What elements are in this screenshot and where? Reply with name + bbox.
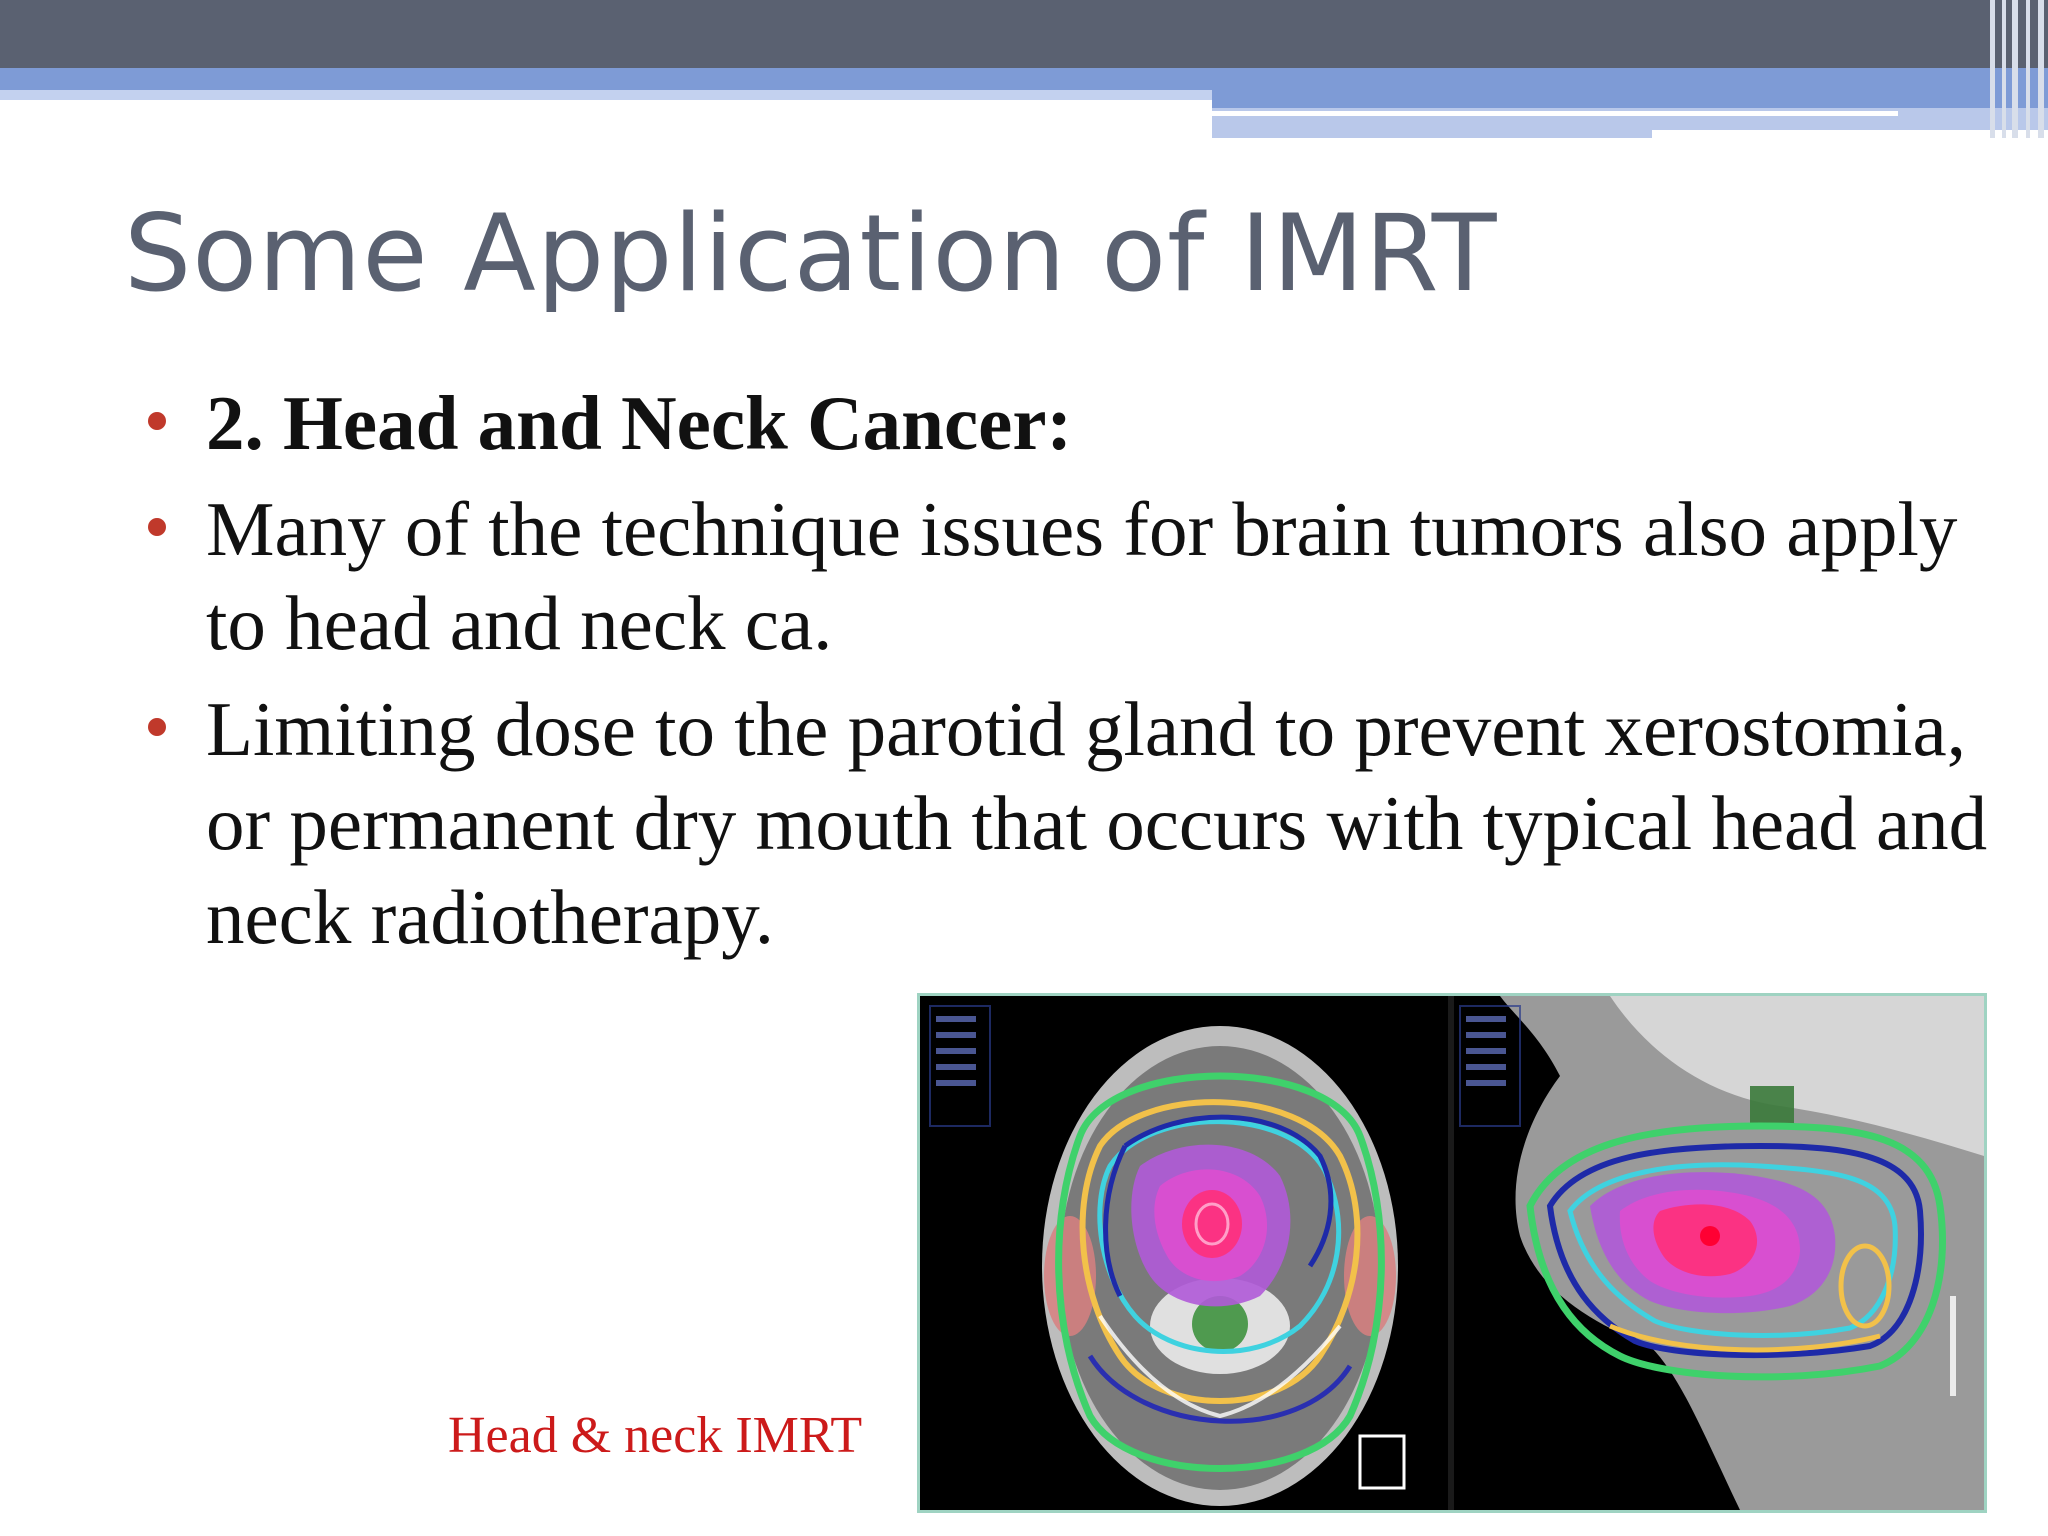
- bullet-text: Limiting dose to the parotid gland to prevent xerostomia, or permanent dry mouth that occurs with typical head and neck radiotherapy.: [206, 686, 1988, 960]
- slide-title: Some Application of IMRT: [124, 192, 1498, 315]
- header-band-blue-right: [1212, 90, 2048, 108]
- bullet-item: [148, 376, 2028, 470]
- bullet-dot-icon: [148, 718, 166, 736]
- bullet-text: Many of the technique issues for brain tumors also apply to head and neck ca.: [206, 486, 1958, 666]
- header-band-dark: [0, 0, 2048, 68]
- ct-dose-map-illustration: [920, 996, 1984, 1510]
- bullet-item: [148, 482, 2028, 670]
- dose-distribution-image: [917, 993, 1987, 1513]
- bullet-item: [148, 682, 2028, 964]
- header-rule: [1212, 111, 1898, 116]
- bullet-dot-icon: [148, 412, 166, 430]
- bullet-dot-icon: [148, 518, 166, 536]
- header-band-light: [0, 90, 1212, 100]
- bullet-text: 2. Head and Neck Cancer:: [206, 380, 1073, 466]
- header-stripes: [1986, 0, 2048, 138]
- header-band-blue: [0, 68, 2048, 90]
- bullet-list: [148, 376, 2028, 964]
- axial-ct-panel: [930, 1006, 1404, 1506]
- sagittal-ct-panel: [1460, 996, 1984, 1510]
- figure-caption: Head & neck IMRT: [448, 1407, 863, 1464]
